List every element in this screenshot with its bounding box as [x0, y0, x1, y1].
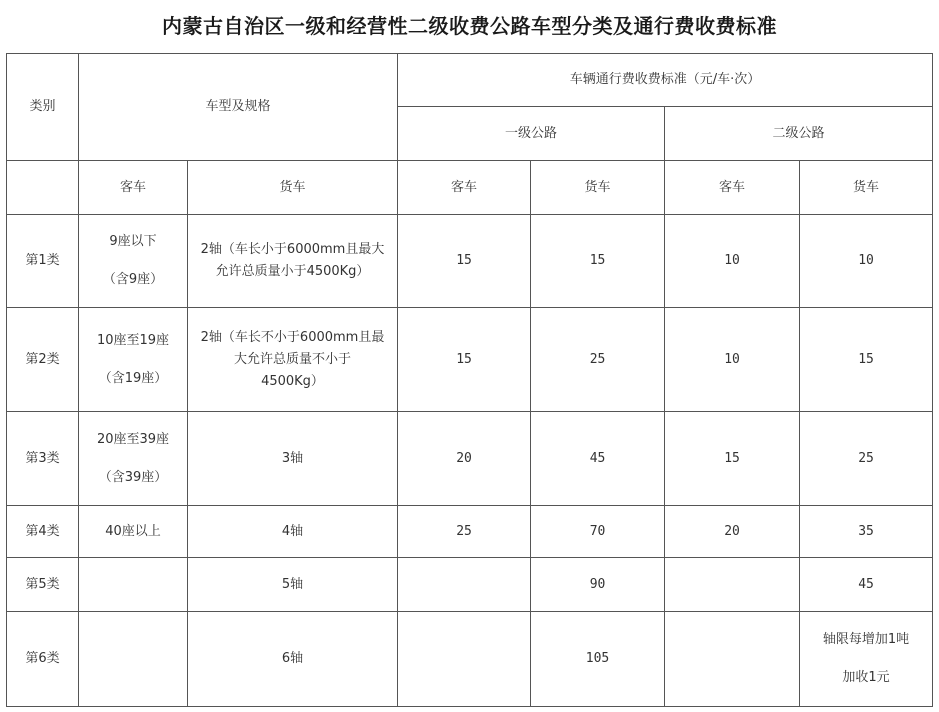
row-c2-truck-fee: 10 — [800, 215, 933, 308]
row-c2-passenger-fee: 10 — [665, 215, 800, 308]
row-passenger-spec — [79, 215, 188, 308]
passenger-spec-line: （含39座） — [98, 469, 168, 485]
row-passenger-spec: 40座以上 — [79, 506, 188, 558]
header-fee-standard: 车辆通行费收费标准（元/车·次） — [398, 54, 933, 107]
row-passenger-spec — [79, 612, 188, 707]
row-c1-truck-fee: 70 — [531, 506, 665, 558]
row-truck-spec: 6轴 — [188, 612, 398, 707]
row-c2-truck-fee: 15 — [800, 308, 933, 412]
row-c1-passenger-fee: 20 — [398, 412, 531, 506]
row-c2-passenger-fee: 10 — [665, 308, 800, 412]
spacer — [83, 253, 183, 269]
axle-surcharge-line: 轴限每增加1吨 — [822, 632, 910, 647]
passenger-spec-line: 10座至19座 — [96, 332, 170, 348]
header-c1-passenger: 客车 — [398, 161, 531, 215]
row-c2-truck-note — [800, 612, 933, 707]
row-category: 第6类 — [7, 612, 79, 707]
row-c2-truck-fee: 45 — [800, 558, 933, 612]
row-passenger-spec — [79, 412, 188, 506]
row-truck-spec: 3轴 — [188, 412, 398, 506]
row-c2-passenger-fee: 20 — [665, 506, 800, 558]
header-spec-passenger: 客车 — [79, 161, 188, 215]
passenger-spec-line: 20座至39座 — [96, 431, 170, 447]
header-c1-truck: 货车 — [531, 161, 665, 215]
header-class1-road: 一级公路 — [398, 107, 665, 161]
row-c2-passenger-fee — [665, 612, 800, 707]
header-c2-passenger: 客车 — [665, 161, 800, 215]
header-row-1 — [7, 54, 933, 107]
header-row-3 — [7, 161, 933, 215]
row-category: 第1类 — [7, 215, 79, 308]
axle-surcharge-line: 加收1元 — [842, 670, 890, 685]
row-category: 第4类 — [7, 506, 79, 558]
passenger-spec-line: 9座以下 — [109, 234, 157, 249]
row-c2-passenger-fee — [665, 558, 800, 612]
spacer — [804, 651, 928, 667]
row-truck-spec — [188, 215, 398, 308]
row-passenger-spec — [79, 558, 188, 612]
row-c2-truck-fee: 35 — [800, 506, 933, 558]
row-category: 第5类 — [7, 558, 79, 612]
row-truck-spec: 5轴 — [188, 558, 398, 612]
passenger-spec-line: （含9座） — [102, 272, 164, 287]
row-c1-passenger-fee — [398, 558, 531, 612]
toll-fee-table — [6, 53, 933, 707]
row-c1-truck-fee: 45 — [531, 412, 665, 506]
row-category: 第3类 — [7, 412, 79, 506]
row-category: 第2类 — [7, 308, 79, 412]
table-row — [7, 215, 933, 308]
row-passenger-spec — [79, 308, 188, 412]
header-c2-truck: 货车 — [800, 161, 933, 215]
truck-spec-line: 2轴（车长不小于6000mm且最 — [200, 329, 385, 345]
row-c1-truck-fee: 25 — [531, 308, 665, 412]
truck-spec-line: 2轴（车长小于6000mm且最大 — [200, 242, 385, 257]
row-c1-truck-fee: 105 — [531, 612, 665, 707]
row-truck-spec — [188, 308, 398, 412]
row-c2-truck-fee: 25 — [800, 412, 933, 506]
header-class2-road: 二级公路 — [665, 107, 933, 161]
header-category: 类别 — [7, 54, 79, 161]
spacer — [83, 451, 183, 467]
row-c1-passenger-fee — [398, 612, 531, 707]
table-row — [7, 558, 933, 612]
row-c1-truck-fee: 90 — [531, 558, 665, 612]
header-vehicle-spec: 车型及规格 — [79, 54, 398, 161]
table-row — [7, 308, 933, 412]
page-title: 内蒙古自治区一级和经营性二级收费公路车型分类及通行费收费标准 — [162, 14, 777, 38]
table-row — [7, 506, 933, 558]
truck-spec-line: 4500Kg） — [261, 373, 324, 389]
row-c1-truck-fee: 15 — [531, 215, 665, 308]
passenger-spec-line: （含19座） — [98, 370, 168, 386]
row-truck-spec: 4轴 — [188, 506, 398, 558]
table-row — [7, 612, 933, 707]
row-c1-passenger-fee: 15 — [398, 215, 531, 308]
truck-spec-line: 允许总质量小于4500Kg） — [215, 264, 370, 279]
header-spec-truck: 货车 — [188, 161, 398, 215]
spacer — [83, 352, 183, 368]
header-empty-cell — [7, 161, 79, 215]
row-c2-passenger-fee: 15 — [665, 412, 800, 506]
table-row — [7, 412, 933, 506]
row-c1-passenger-fee: 25 — [398, 506, 531, 558]
row-c1-passenger-fee: 15 — [398, 308, 531, 412]
truck-spec-line: 大允许总质量不小于 — [234, 351, 352, 367]
